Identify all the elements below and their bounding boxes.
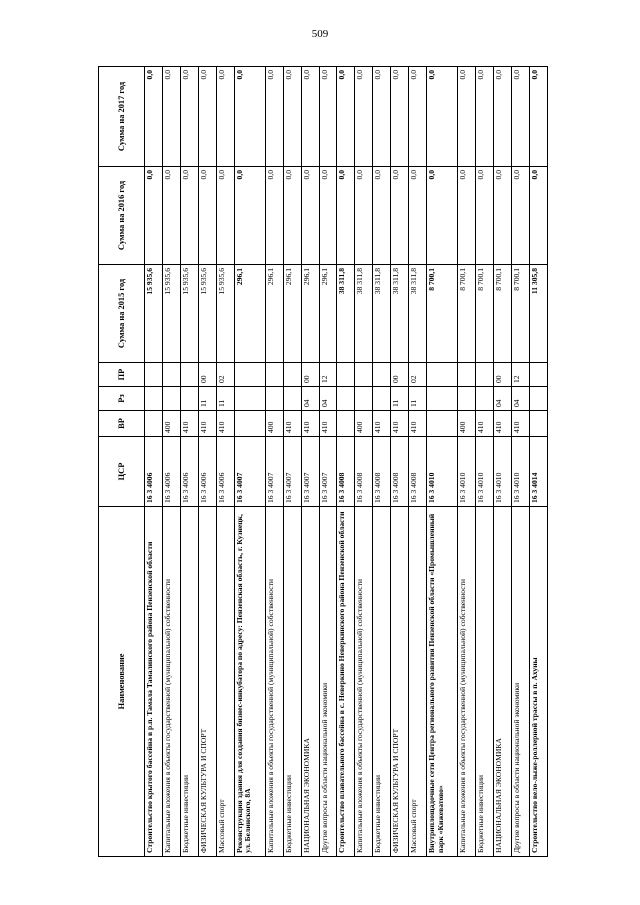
- row-rz-cell: [476, 387, 494, 411]
- row-sum-2015-cell: 8 700,1: [427, 265, 458, 363]
- row-sum-2016-cell: 0,0: [427, 167, 458, 265]
- row-csr-cell: 16 3 4007: [283, 437, 301, 507]
- row-name-cell: Реконструкция здания для создания бизнес-инкубатора по адресу: Пензенская область, г. Кузнецк, ул. Белинского, 8А: [234, 507, 265, 857]
- row-vr-cell: 410: [476, 411, 494, 437]
- row-vr-cell: [427, 411, 458, 437]
- row-csr-cell: 16 3 4006: [145, 437, 163, 507]
- row-sum-2016-cell: 0,0: [234, 167, 265, 265]
- row-sum-2017-cell: 0,0: [216, 67, 234, 167]
- row-vr-cell: 410: [283, 411, 301, 437]
- row-csr-cell: 16 3 4006: [198, 437, 216, 507]
- row-vr-cell: 410: [180, 411, 198, 437]
- row-sum-2015-cell: 8 700,1: [512, 265, 530, 363]
- row-sum-2017-cell: 0,0: [319, 67, 337, 167]
- row-sum-2015-cell: 15 935,6: [180, 265, 198, 363]
- rotated-table: [98, 67, 548, 857]
- row-csr-cell: 16 3 4010: [458, 437, 476, 507]
- row-rz-cell: [162, 387, 180, 411]
- row-sum-2016-cell: 0,0: [198, 167, 216, 265]
- row-vr-cell: 400: [162, 411, 180, 437]
- row-name-cell: Строительство крытого бассейна в р.п. Тамала Тамалинского района Пензенской области: [145, 507, 163, 857]
- row-name-cell: Капитальные вложения в объекты государственной (муниципальной) собственности: [162, 507, 180, 857]
- row-sum-2015-cell: 296,1: [319, 265, 337, 363]
- row-pr-cell: 12: [512, 363, 530, 387]
- row-vr-cell: 410: [494, 411, 512, 437]
- row-csr-cell: 16 3 4006: [180, 437, 198, 507]
- table-row: [234, 67, 265, 857]
- row-csr-cell: 16 3 4010: [512, 437, 530, 507]
- row-sum-2016-cell: 0,0: [512, 167, 530, 265]
- table-row: [458, 67, 476, 857]
- row-pr-cell: [145, 363, 163, 387]
- row-pr-cell: 12: [319, 363, 337, 387]
- row-name-cell: НАЦИОНАЛЬНАЯ ЭКОНОМИКА: [301, 507, 319, 857]
- row-pr-cell: [337, 363, 355, 387]
- row-sum-2016-cell: 0,0: [162, 167, 180, 265]
- row-sum-2015-cell: 296,1: [283, 265, 301, 363]
- row-sum-2015-cell: 38 311,8: [337, 265, 355, 363]
- row-vr-cell: 400: [265, 411, 283, 437]
- row-rz-cell: 11: [391, 387, 409, 411]
- table-row: [494, 67, 512, 857]
- header-sum-2015: Сумма на 2015 год: [99, 265, 145, 363]
- row-pr-cell: [458, 363, 476, 387]
- row-vr-cell: 410: [409, 411, 427, 437]
- table-row: [512, 67, 530, 857]
- row-sum-2016-cell: 0,0: [337, 167, 355, 265]
- table-row: [198, 67, 216, 857]
- row-pr-cell: [476, 363, 494, 387]
- row-pr-cell: [180, 363, 198, 387]
- row-name-cell: Массовый спорт: [409, 507, 427, 857]
- row-name-cell: ФИЗИЧЕСКАЯ КУЛЬТУРА И СПОРТ: [391, 507, 409, 857]
- row-sum-2015-cell: 11 305,8: [529, 265, 547, 363]
- row-vr-cell: 410: [216, 411, 234, 437]
- row-rz-cell: [373, 387, 391, 411]
- row-sum-2017-cell: 0,0: [283, 67, 301, 167]
- row-rz-cell: 04: [319, 387, 337, 411]
- row-sum-2016-cell: 0,0: [458, 167, 476, 265]
- row-name-cell: Строительство плавательного бассейна в с. Неверкино Неверкинского района Пензенской области: [337, 507, 355, 857]
- header-name: Наименование: [99, 507, 145, 857]
- row-sum-2016-cell: 0,0: [355, 167, 373, 265]
- header-rz: Рз: [99, 387, 145, 411]
- row-sum-2015-cell: 8 700,1: [476, 265, 494, 363]
- row-pr-cell: [265, 363, 283, 387]
- row-sum-2016-cell: 0,0: [319, 167, 337, 265]
- row-pr-cell: 02: [409, 363, 427, 387]
- row-rz-cell: 11: [216, 387, 234, 411]
- row-sum-2016-cell: 0,0: [301, 167, 319, 265]
- row-sum-2015-cell: 38 311,8: [391, 265, 409, 363]
- row-vr-cell: 410: [512, 411, 530, 437]
- row-pr-cell: 00: [494, 363, 512, 387]
- table-row: [427, 67, 458, 857]
- budget-table-container: [98, 67, 548, 857]
- row-pr-cell: 00: [391, 363, 409, 387]
- row-name-cell: НАЦИОНАЛЬНАЯ ЭКОНОМИКА: [494, 507, 512, 857]
- row-csr-cell: 16 3 4008: [409, 437, 427, 507]
- table-row: [355, 67, 373, 857]
- row-csr-cell: 16 3 4014: [529, 437, 547, 507]
- row-sum-2016-cell: 0,0: [216, 167, 234, 265]
- table-row: [319, 67, 337, 857]
- row-vr-cell: 400: [355, 411, 373, 437]
- row-csr-cell: 16 3 4006: [162, 437, 180, 507]
- row-vr-cell: 410: [301, 411, 319, 437]
- row-sum-2016-cell: 0,0: [283, 167, 301, 265]
- table-row: [373, 67, 391, 857]
- row-sum-2016-cell: 0,0: [373, 167, 391, 265]
- row-vr-cell: 410: [373, 411, 391, 437]
- row-sum-2017-cell: 0,0: [145, 67, 163, 167]
- row-sum-2015-cell: 38 311,8: [373, 265, 391, 363]
- row-name-cell: Массовый спорт: [216, 507, 234, 857]
- row-name-cell: Бюджетные инвестиции: [476, 507, 494, 857]
- row-rz-cell: [234, 387, 265, 411]
- row-rz-cell: [180, 387, 198, 411]
- row-sum-2017-cell: 0,0: [373, 67, 391, 167]
- row-sum-2017-cell: 0,0: [234, 67, 265, 167]
- row-sum-2016-cell: 0,0: [409, 167, 427, 265]
- header-csr: ЦСР: [99, 437, 145, 507]
- row-sum-2015-cell: 15 935,6: [198, 265, 216, 363]
- row-sum-2016-cell: 0,0: [145, 167, 163, 265]
- row-vr-cell: [145, 411, 163, 437]
- table-row: [265, 67, 283, 857]
- row-sum-2015-cell: 8 700,1: [494, 265, 512, 363]
- row-pr-cell: [355, 363, 373, 387]
- table-body: [145, 67, 548, 857]
- row-name-cell: ФИЗИЧЕСКАЯ КУЛЬТУРА И СПОРТ: [198, 507, 216, 857]
- row-name-cell: Бюджетные инвестиции: [373, 507, 391, 857]
- row-pr-cell: [427, 363, 458, 387]
- row-sum-2017-cell: 0,0: [391, 67, 409, 167]
- row-sum-2017-cell: 0,0: [409, 67, 427, 167]
- row-sum-2015-cell: 296,1: [301, 265, 319, 363]
- row-sum-2015-cell: 38 311,8: [409, 265, 427, 363]
- header-sum-2017: Сумма на 2017 год: [99, 67, 145, 167]
- row-pr-cell: [529, 363, 547, 387]
- table-row: [216, 67, 234, 857]
- row-sum-2015-cell: 38 311,8: [355, 265, 373, 363]
- table-row: [162, 67, 180, 857]
- row-csr-cell: 16 3 4007: [234, 437, 265, 507]
- row-csr-cell: 16 3 4008: [373, 437, 391, 507]
- row-csr-cell: 16 3 4006: [216, 437, 234, 507]
- row-sum-2016-cell: 0,0: [180, 167, 198, 265]
- row-name-cell: Строительство вело-лыже-роллерной трассы в п. Ахуны: [529, 507, 547, 857]
- table-row: [145, 67, 163, 857]
- row-sum-2017-cell: 0,0: [198, 67, 216, 167]
- row-pr-cell: [283, 363, 301, 387]
- row-name-cell: Капитальные вложения в объекты государственной (муниципальной) собственности: [458, 507, 476, 857]
- row-vr-cell: [234, 411, 265, 437]
- row-sum-2015-cell: 15 935,6: [216, 265, 234, 363]
- row-rz-cell: [265, 387, 283, 411]
- row-sum-2017-cell: 0,0: [355, 67, 373, 167]
- row-pr-cell: [234, 363, 265, 387]
- row-name-cell: Бюджетные инвестиции: [283, 507, 301, 857]
- row-rz-cell: 04: [494, 387, 512, 411]
- row-rz-cell: [337, 387, 355, 411]
- row-pr-cell: [162, 363, 180, 387]
- row-sum-2017-cell: 0,0: [265, 67, 283, 167]
- row-sum-2015-cell: 8 700,1: [458, 265, 476, 363]
- row-csr-cell: 16 3 4008: [337, 437, 355, 507]
- row-rz-cell: [355, 387, 373, 411]
- row-vr-cell: [337, 411, 355, 437]
- table-header-row: [99, 67, 145, 857]
- row-vr-cell: 410: [319, 411, 337, 437]
- row-rz-cell: 04: [512, 387, 530, 411]
- row-pr-cell: 02: [216, 363, 234, 387]
- row-csr-cell: 16 3 4010: [427, 437, 458, 507]
- table-row: [409, 67, 427, 857]
- row-sum-2016-cell: 0,0: [529, 167, 547, 265]
- table-row: [283, 67, 301, 857]
- table-row: [529, 67, 547, 857]
- row-pr-cell: [373, 363, 391, 387]
- header-vr: ВР: [99, 411, 145, 437]
- header-sum-2016: Сумма на 2016 год: [99, 167, 145, 265]
- row-sum-2016-cell: 0,0: [391, 167, 409, 265]
- row-rz-cell: [283, 387, 301, 411]
- row-csr-cell: 16 3 4007: [319, 437, 337, 507]
- row-vr-cell: 410: [391, 411, 409, 437]
- row-vr-cell: 410: [198, 411, 216, 437]
- row-rz-cell: [529, 387, 547, 411]
- row-sum-2015-cell: 15 935,6: [145, 265, 163, 363]
- row-sum-2015-cell: 296,1: [265, 265, 283, 363]
- row-csr-cell: 16 3 4010: [476, 437, 494, 507]
- row-sum-2016-cell: 0,0: [265, 167, 283, 265]
- row-sum-2015-cell: 296,1: [234, 265, 265, 363]
- row-sum-2017-cell: 0,0: [512, 67, 530, 167]
- row-csr-cell: 16 3 4007: [301, 437, 319, 507]
- table-row: [180, 67, 198, 857]
- row-pr-cell: 00: [198, 363, 216, 387]
- row-rz-cell: 11: [198, 387, 216, 411]
- row-csr-cell: 16 3 4007: [265, 437, 283, 507]
- row-sum-2015-cell: 15 935,6: [162, 265, 180, 363]
- row-name-cell: Внутриплощадочные сети Центра регионального развития Пензенской области «Промышленный парк «Кижеватово»: [427, 507, 458, 857]
- row-vr-cell: [529, 411, 547, 437]
- row-sum-2017-cell: 0,0: [427, 67, 458, 167]
- row-sum-2017-cell: 0,0: [494, 67, 512, 167]
- row-vr-cell: 400: [458, 411, 476, 437]
- row-name-cell: Капитальные вложения в объекты государственной (муниципальной) собственности: [355, 507, 373, 857]
- row-name-cell: Капитальные вложения в объекты государственной (муниципальной) собственности: [265, 507, 283, 857]
- row-name-cell: Бюджетные инвестиции: [180, 507, 198, 857]
- row-sum-2017-cell: 0,0: [458, 67, 476, 167]
- row-rz-cell: 04: [301, 387, 319, 411]
- row-rz-cell: [427, 387, 458, 411]
- row-sum-2017-cell: 0,0: [301, 67, 319, 167]
- row-pr-cell: 00: [301, 363, 319, 387]
- table-row: [337, 67, 355, 857]
- row-rz-cell: 11: [409, 387, 427, 411]
- table-row: [391, 67, 409, 857]
- row-sum-2017-cell: 0,0: [337, 67, 355, 167]
- page-number: 509: [311, 28, 329, 40]
- budget-table: [98, 66, 548, 857]
- row-sum-2017-cell: 0,0: [162, 67, 180, 167]
- row-rz-cell: [145, 387, 163, 411]
- row-sum-2017-cell: 0,0: [180, 67, 198, 167]
- table-row: [301, 67, 319, 857]
- row-csr-cell: 16 3 4008: [391, 437, 409, 507]
- row-rz-cell: [458, 387, 476, 411]
- row-sum-2016-cell: 0,0: [476, 167, 494, 265]
- header-pr: ПР: [99, 363, 145, 387]
- row-name-cell: Другие вопросы в области национальной экономики: [319, 507, 337, 857]
- row-sum-2017-cell: 0,0: [476, 67, 494, 167]
- row-csr-cell: 16 3 4010: [494, 437, 512, 507]
- row-name-cell: Другие вопросы в области национальной экономики: [512, 507, 530, 857]
- row-sum-2016-cell: 0,0: [494, 167, 512, 265]
- row-sum-2017-cell: 0,0: [529, 67, 547, 167]
- row-csr-cell: 16 3 4008: [355, 437, 373, 507]
- table-row: [476, 67, 494, 857]
